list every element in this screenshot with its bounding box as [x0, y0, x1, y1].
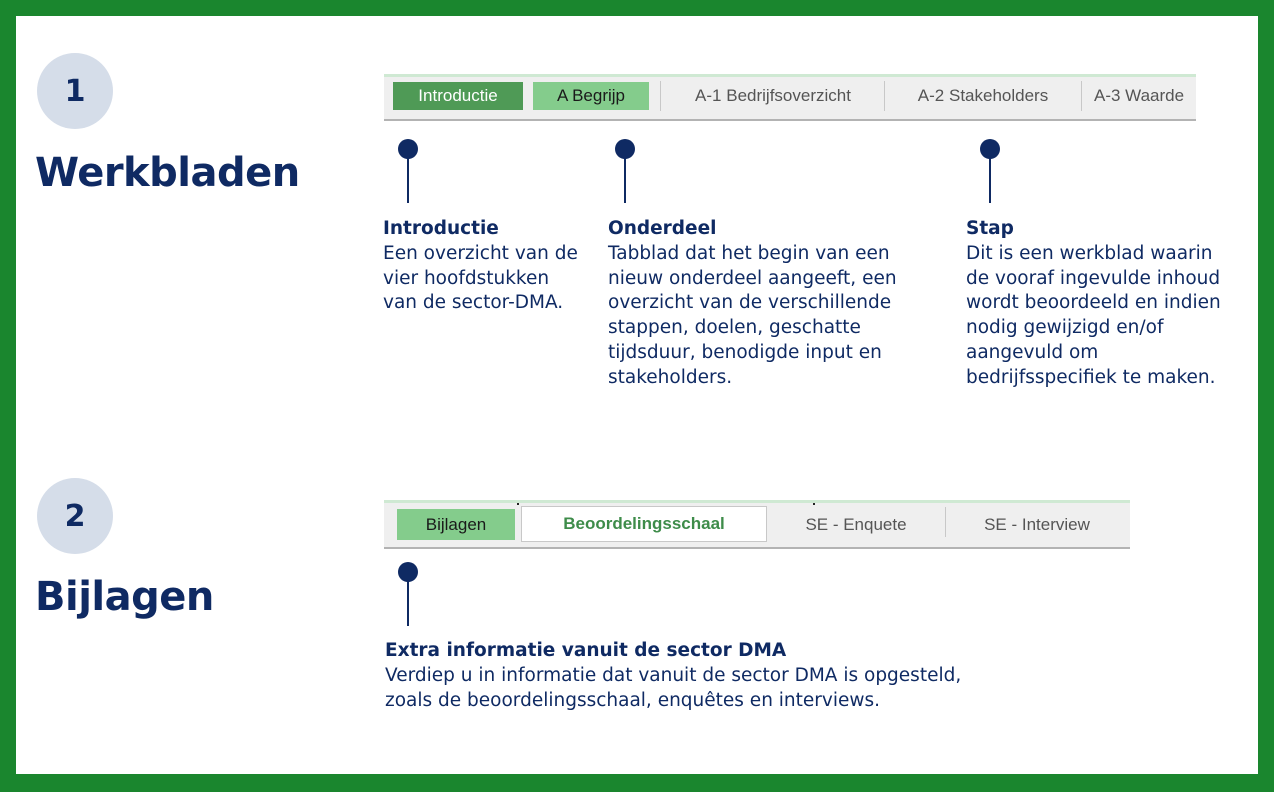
pointer-line-stap: [989, 156, 991, 203]
callout-line: stappen, doelen, geschatte: [608, 317, 861, 339]
callout-line: bedrijfsspecifiek te maken.: [966, 366, 1216, 388]
tab-a-begrijp[interactable]: A Begrijp: [533, 82, 649, 110]
tab-a1-bedrijfsoverzicht[interactable]: A-1 Bedrijfsoverzicht: [695, 86, 851, 105]
section-title-bijlagen: Bijlagen: [35, 574, 214, 620]
callout-line: vier hoofdstukken: [383, 267, 550, 289]
callout-heading: Stap: [966, 218, 1014, 239]
tab-beoordelingsschaal[interactable]: Beoordelingsschaal: [521, 506, 767, 542]
callout-heading: Introductie: [383, 218, 499, 239]
callout-line: Dit is een werkblad waarin: [966, 242, 1213, 264]
callout-heading: Extra informatie vanuit de sector DMA: [385, 640, 787, 661]
callout-line: Een overzicht van de: [383, 242, 578, 264]
callout-line: aangevuld om: [966, 341, 1099, 363]
tab-bijlagen[interactable]: Bijlagen: [397, 509, 515, 540]
tab-a2-stakeholders[interactable]: A-2 Stakeholders: [917, 86, 1049, 105]
callout-line: Tabblad dat het begin van een: [608, 242, 890, 264]
step-badge-1: 1: [37, 53, 113, 129]
tab-separator: [660, 81, 661, 111]
tab-a3-waarde[interactable]: A-3 Waarde: [1094, 86, 1185, 105]
sheet-tab-bar-werkbladen: [384, 74, 1196, 121]
step-badge-2: 2: [37, 478, 113, 554]
callout-line: nodig gewijzigd en/of: [966, 317, 1164, 339]
callout-line: stakeholders.: [608, 366, 733, 388]
callout-line: tijdsduur, benodigde input en: [608, 341, 882, 363]
tab-introductie[interactable]: Introductie: [393, 82, 523, 110]
callout-bijlagen: [385, 639, 1085, 713]
section-title-werkbladen: Werkbladen: [35, 150, 300, 196]
callout-line: nieuw onderdeel aangeeft, een: [608, 267, 897, 289]
callout-line: Verdiep u in informatie dat vanuit de sector DMA is opgesteld,: [385, 664, 962, 686]
callout-line: van de sector-DMA.: [383, 292, 564, 314]
pointer-line-introductie: [407, 156, 409, 203]
pointer-line-bijlagen: [407, 579, 409, 626]
callout-introductie: [383, 217, 603, 316]
pointer-line-onderdeel: [624, 156, 626, 203]
tick-mark: [517, 500, 519, 505]
callout-line: overzicht van de verschillende: [608, 292, 892, 314]
tab-separator: [884, 81, 885, 111]
callout-line: zoals de beoordelingsschaal, enquêtes en interviews.: [385, 689, 881, 711]
sheet-tab-bar-bijlagen: [384, 500, 1130, 549]
tab-se-interview[interactable]: SE - Interview: [984, 514, 1090, 534]
tab-se-enquete[interactable]: SE - Enquete: [805, 514, 907, 534]
callout-heading: Onderdeel: [608, 218, 717, 239]
callout-onderdeel: [608, 217, 938, 391]
tab-separator: [1081, 81, 1082, 111]
tick-mark: [813, 500, 815, 505]
callout-stap: [966, 217, 1256, 391]
callout-line: wordt beoordeeld en indien: [966, 292, 1221, 314]
callout-line: de vooraf ingevulde inhoud: [966, 267, 1221, 289]
slide-frame: [16, 16, 1258, 774]
